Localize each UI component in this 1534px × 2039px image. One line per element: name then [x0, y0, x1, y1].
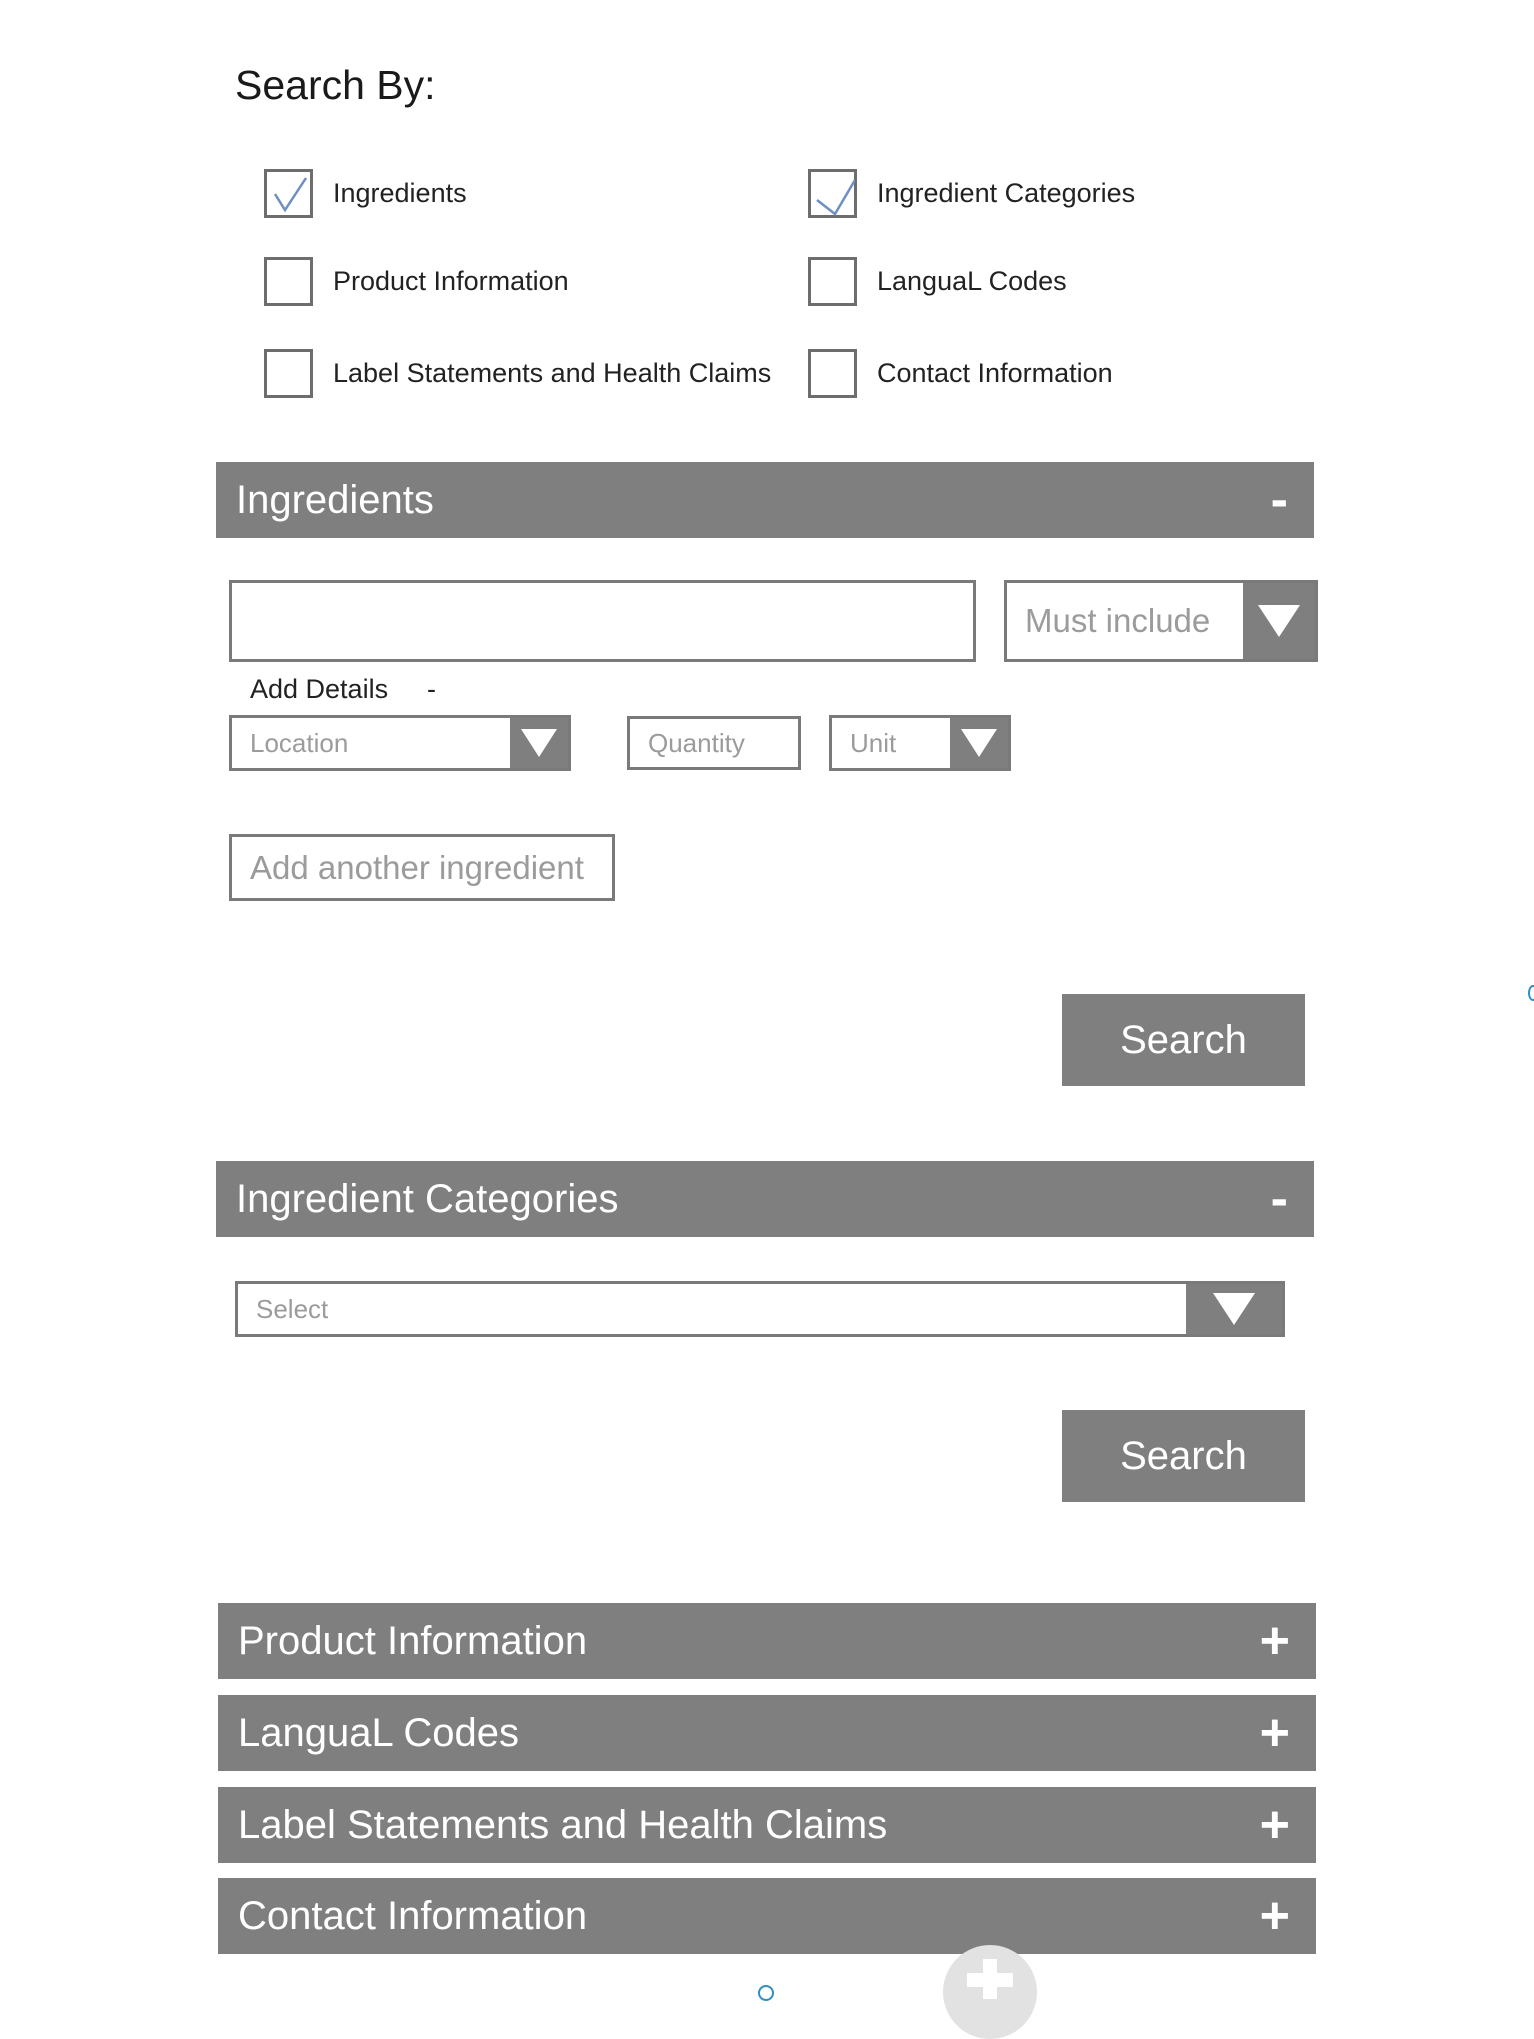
- chevron-down-icon[interactable]: [1243, 583, 1315, 659]
- option-ingredients[interactable]: [264, 169, 467, 218]
- expand-icon[interactable]: +: [1259, 1796, 1290, 1854]
- ingredients-section-title: Ingredients: [236, 477, 434, 522]
- add-details-label[interactable]: Add Details: [250, 674, 389, 704]
- ingredient-categories-section-title: Ingredient Categories: [236, 1176, 619, 1221]
- categories-search-button[interactable]: Search: [1062, 1410, 1305, 1502]
- product-information-section-header[interactable]: [218, 1603, 1316, 1679]
- option-label-statements-label: Label Statements and Health Claims: [333, 358, 772, 388]
- collapse-icon[interactable]: -: [1270, 471, 1288, 529]
- quantity-input[interactable]: [627, 716, 801, 770]
- chevron-down-icon[interactable]: [950, 718, 1008, 768]
- label-statements-section-title: Label Statements and Health Claims: [238, 1802, 888, 1847]
- option-ingredient-categories[interactable]: [808, 169, 1135, 218]
- ingredient-categories-checkbox[interactable]: [808, 169, 857, 218]
- ingredients-section-header[interactable]: [216, 462, 1314, 538]
- option-product-information-label: Product Information: [333, 266, 569, 296]
- contact-information-section-header[interactable]: [218, 1878, 1316, 1954]
- option-langual-codes-label: LanguaL Codes: [877, 266, 1067, 296]
- edge-marker-icon: [1528, 985, 1534, 1001]
- match-type-dropdown[interactable]: [1004, 580, 1318, 662]
- add-details-toggle[interactable]: -: [427, 674, 436, 704]
- label-statements-checkbox[interactable]: [264, 349, 313, 398]
- unit-dropdown[interactable]: [829, 715, 1011, 771]
- location-value: Location: [250, 727, 349, 758]
- product-information-section-title: Product Information: [238, 1618, 588, 1663]
- option-langual-codes[interactable]: [808, 257, 1067, 306]
- quantity-placeholder: Quantity: [648, 727, 745, 758]
- search-by-title: Search By:: [235, 62, 436, 108]
- chevron-down-icon[interactable]: [1186, 1284, 1282, 1334]
- handle-marker-icon: [758, 1985, 774, 2001]
- option-label-statements[interactable]: [264, 349, 771, 398]
- unit-value: Unit: [850, 727, 897, 758]
- option-ingredients-label: Ingredients: [333, 178, 467, 208]
- collapse-icon[interactable]: -: [1270, 1170, 1288, 1228]
- label-statements-section-header[interactable]: [218, 1787, 1316, 1863]
- contact-information-checkbox[interactable]: [808, 349, 857, 398]
- ingredients-search-button[interactable]: Search: [1062, 994, 1305, 1086]
- langual-codes-section-header[interactable]: [218, 1695, 1316, 1771]
- expand-icon[interactable]: +: [1259, 1704, 1290, 1762]
- option-contact-information-label: Contact Information: [877, 358, 1113, 388]
- option-contact-information[interactable]: [808, 349, 1113, 398]
- match-type-value: Must include: [1025, 602, 1211, 639]
- ingredient-input[interactable]: [229, 580, 976, 662]
- plus-circle-icon[interactable]: [943, 1945, 1037, 2039]
- expand-icon[interactable]: +: [1259, 1612, 1290, 1670]
- expand-icon[interactable]: +: [1259, 1887, 1290, 1945]
- ingredients-checkbox[interactable]: [264, 169, 313, 218]
- category-select-value: Select: [256, 1293, 329, 1324]
- add-another-ingredient-button[interactable]: [229, 834, 615, 901]
- category-select-dropdown[interactable]: [235, 1281, 1285, 1337]
- langual-codes-checkbox[interactable]: [808, 257, 857, 306]
- location-dropdown[interactable]: [229, 715, 571, 771]
- check-icon: [813, 174, 855, 216]
- check-icon: [269, 174, 311, 216]
- option-ingredient-categories-label: Ingredient Categories: [877, 178, 1136, 208]
- add-another-ingredient-label: Add another ingredient: [250, 848, 584, 886]
- ingredient-categories-section-header[interactable]: [216, 1161, 1314, 1237]
- option-product-information[interactable]: [264, 257, 569, 306]
- langual-codes-section-title: LanguaL Codes: [238, 1710, 519, 1755]
- contact-information-section-title: Contact Information: [238, 1893, 588, 1938]
- product-information-checkbox[interactable]: [264, 257, 313, 306]
- chevron-down-icon[interactable]: [510, 718, 568, 768]
